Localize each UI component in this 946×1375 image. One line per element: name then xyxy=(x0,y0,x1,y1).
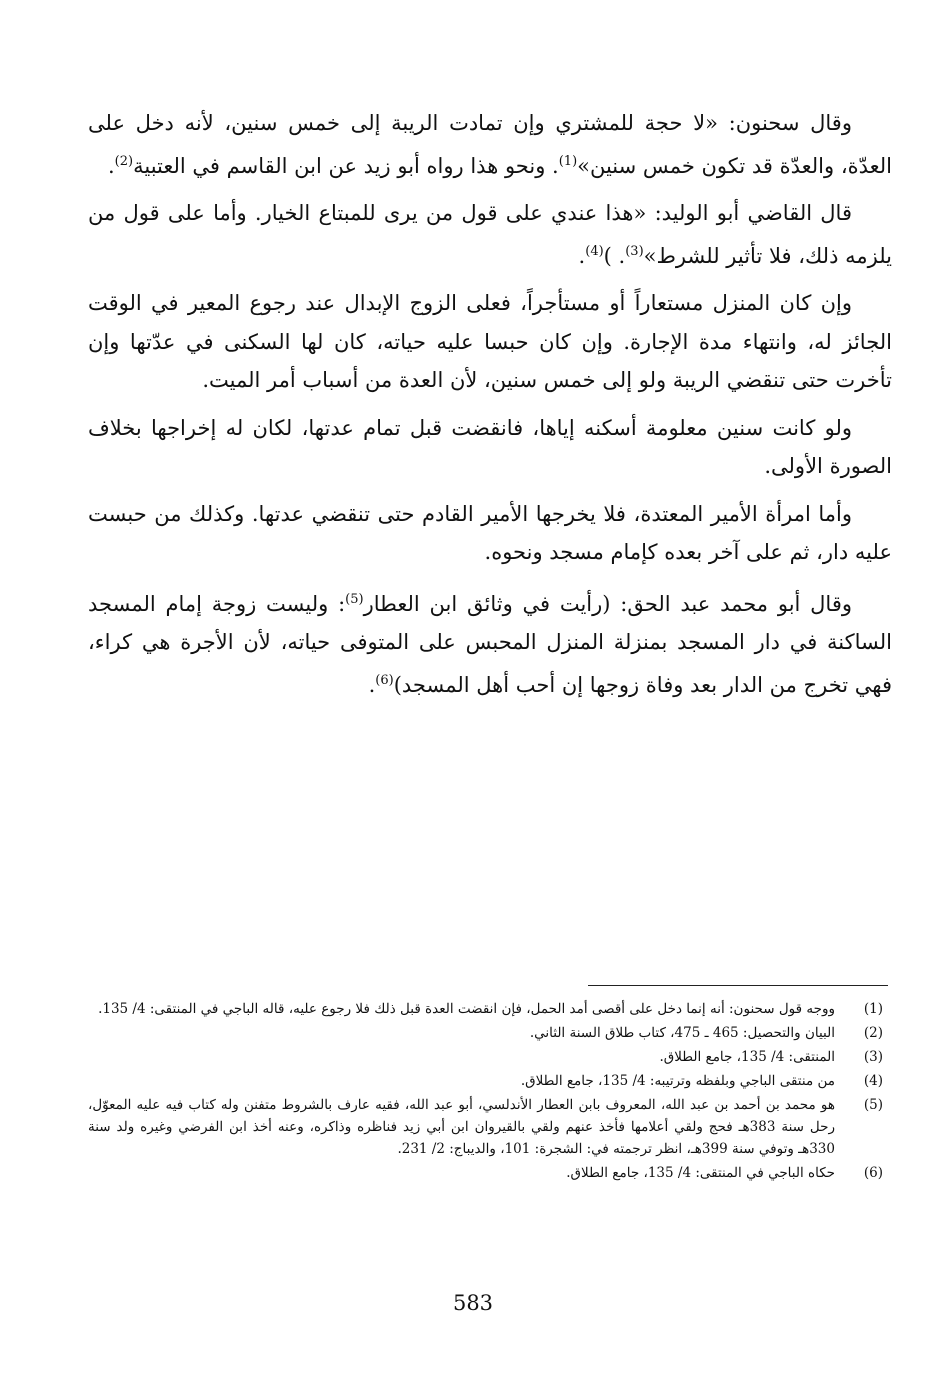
footnote-number: (4) xyxy=(863,1073,883,1089)
paragraph-4: ولو كانت سنين معلومة أسكنه إياها، فانقضت قبل تمام عدتها، لكان له إخراجها بخلاف الصورة الأولى. xyxy=(88,415,892,478)
footnote-ref-3[interactable]: (3) xyxy=(625,243,644,259)
footnote-divider xyxy=(588,985,888,986)
footnote-ref-1[interactable]: (1) xyxy=(558,153,578,169)
footnote-number: (5) xyxy=(863,1097,883,1113)
paragraph-3: وإن كان المنزل مستعاراً أو مستأجراً، فعلى الزوج الإبدال عند رجوع المعير في الوقت الجائز له، وانتهاء مدة الإجارة. وإن كان حبسا عليه حياته، كان لها السكنى في عدّتها وإن تأخرت حتى تنقضي الريبة ولو إلى خمس سنين، لأن العدة من أسباب أمر الميت. xyxy=(88,291,892,392)
footnotes xyxy=(88,998,883,1186)
footnote-text: هو محمد بن أحمد بن عبد الله، المعروف بابن العطار الأندلسي، أبو عبد الله، فقيه عارف بالشروط متفنن وله كتاب فيه عليه المعوّل، رحل سنة 383هـ فحج ولقي أعلامها فأخذ عنهم ولقي بالقيروان ابن أبي زيد فناظره وذاكره، وعنه أخذ ابن الفرضي وغيره ولد سنة 330هـ وتوفي سنة 399هـ، انظر ترجمته في: الشجرة: 101، والديباج: 2/ 231. xyxy=(88,1097,835,1157)
footnote-5 xyxy=(88,1094,883,1160)
footnote-text: من منتقى الباجي وبلفظه وترتيبه: 4/ 135، جامع الطلاق. xyxy=(520,1073,835,1089)
footnote-text: ووجه قول سحنون: أنه إنما دخل على أقصى أمد الحمل، فإن انقضت العدة قبل ذلك فلا رجوع عليه، قاله الباجي في المنتقى: 4/ 135. xyxy=(98,1001,835,1017)
footnote-6 xyxy=(88,1162,883,1184)
footnote-2 xyxy=(88,1022,883,1044)
footnote-ref-5[interactable]: (5) xyxy=(345,591,364,607)
main-text xyxy=(88,104,892,713)
footnote-number: (1) xyxy=(863,1001,883,1017)
footnote-text: المنتقى: 4/ 135، جامع الطلاق. xyxy=(659,1049,835,1065)
footnote-number: (6) xyxy=(863,1165,883,1181)
footnote-1 xyxy=(88,998,883,1020)
paragraph-5: وأما امرأة الأمير المعتدة، فلا يخرجها الأمير القادم حتى تنقضي عدتها. وكذلك من حبست عليه دار، ثم على آخر بعده كإمام مسجد ونحوه. xyxy=(88,501,892,564)
footnote-4 xyxy=(88,1070,883,1092)
paragraph-6: وقال أبو محمد عبد الحق: (رأيت في وثائق ابن العطار$^{(5)}$: وليست زوجة إمام المسجد الساكنة في دار المسجد بمنزلة المنزل المحبس على المتوفى حياته، لأن الأجرة هي كراء، فهي تخرج من الدار بعد وفاة زوجها إن أحب أهل المسجد)$^{(6)}$. xyxy=(88,591,892,697)
footnote-ref-6[interactable]: (6) xyxy=(375,672,394,688)
paragraph-1: وقال سحنون: «لا حجة للمشتري وإن تمادت الريبة إلى خمس سنين، لأنه دخل على العدّة، والعدّة قد تكون خمس سنين»$^{(1)}$. ونحو هذا رواه أبو زيد عن ابن القاسم في العتبية$^{(2)}$. xyxy=(88,111,892,178)
footnote-ref-2[interactable]: (2) xyxy=(114,153,134,169)
footnote-text: حكاه الباجي في المنتقى: 4/ 135، جامع الطلاق. xyxy=(566,1165,835,1181)
footnote-ref-4[interactable]: (4) xyxy=(585,243,604,259)
footnote-number: (3) xyxy=(863,1049,883,1065)
footnote-3 xyxy=(88,1046,883,1068)
footnote-number: (2) xyxy=(863,1025,883,1041)
page-number: 583 xyxy=(452,1291,494,1315)
paragraph-2: قال القاضي أبو الوليد: «هذا عندي على قول من يرى للمبتاع الخيار. وأما على قول من يلزمه ذلك، فلا تأثير للشرط»$^{(3)}$. )$^{(4)}$. xyxy=(88,201,892,268)
footnote-text: البيان والتحصيل: 465 ـ 475، كتاب طلاق السنة الثاني. xyxy=(529,1025,835,1041)
